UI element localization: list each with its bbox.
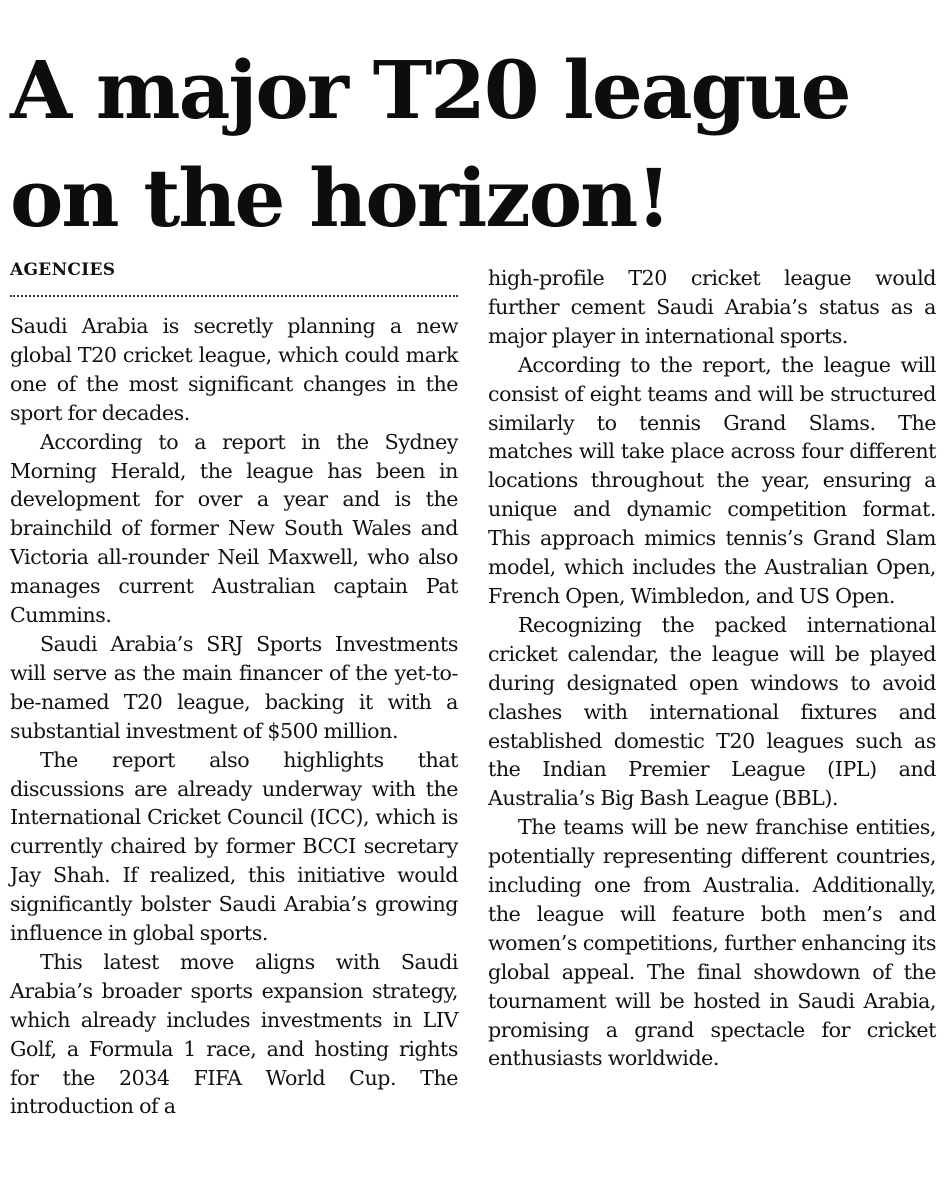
headline-line-2: on the horizon! [10,151,670,245]
byline-divider [10,295,458,297]
paragraph: According to a report in the Sydney Morning Herald, the league has been in development for over a year and is the brainchild of former New South Wales and Victoria all-rounder Neil Maxwell, who also manages current Australian captain Pat Cummins. [10,429,458,628]
right-column [488,264,936,1073]
headline [10,36,940,252]
paragraph: Saudi Arabia’s SRJ Sports Investments will serve as the main financer of the yet-to-be-named T20 league, backing it with a substantial investment of $500 million. [10,631,458,743]
paragraph: The teams will be new franchise entities, potentially representing different countries, including one from Australia. Additionally, the league will feature both men’s and women’s competitions, further enhancing its global appeal. The final showdown of the tournament will be hosted in Saudi Arabia, promising a grand spectacle for cricket enthusiasts worldwide. [488,815,936,1071]
paragraph: The report also highlights that discussions are already underway with the International Cricket Council (ICC), which is currently chaired by former BCCI secretary Jay Shah. If realized, this initiative would significantly bolster Saudi Arabia’s growing influence in global sports. [10,747,458,946]
paragraph: high-profile T20 cricket league would further cement Saudi Arabia’s status as a major player in international sports. [488,266,936,348]
left-column [10,312,458,1121]
paragraph: Saudi Arabia is secretly planning a new global T20 cricket league, which could mark one of the most significant changes in the sport for decades. [10,314,458,425]
paragraph: Recognizing the packed international cricket calendar, the league will be played during designated open windows to avoid clashes with international fixtures and established domestic T20 leagues such as the Indian Premier League (IPL) and Australia’s Big Bash League (BBL). [488,612,936,811]
paragraph: This latest move aligns with Saudi Arabia’s broader sports expansion strategy, which already includes investments in LIV Golf, a Formula 1 race, and hosting rights for the 2034 FIFA World Cup. The introduction of a [10,949,458,1119]
headline-line-1: A major T20 league [10,43,850,137]
paragraph: According to the report, the league will consist of eight teams and will be structured similarly to tennis Grand Slams. The matches will take place across four different locations throughout the year, ensuring a unique and dynamic competition format. This approach mimics tennis’s Grand Slam model, which includes the Australian Open, French Open, Wimbledon, and US Open. [488,352,936,608]
byline: AGENCIES [10,260,116,280]
